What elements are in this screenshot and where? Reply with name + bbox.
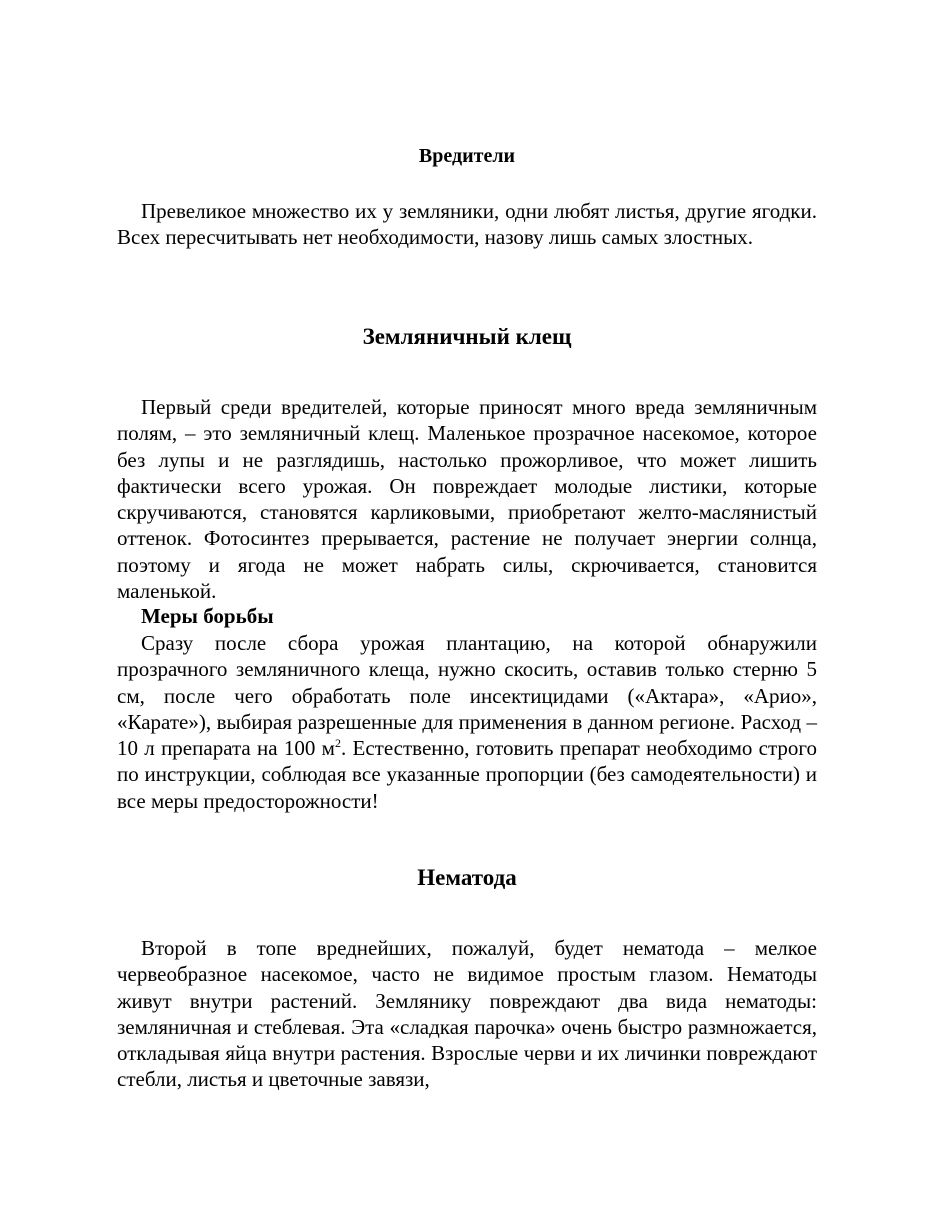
heading-nematode: Нематода [417,865,517,890]
paragraph-nematode: Второй в топе вреднейших, пожалуй, будет нематода – мелкое червеобразное насекомое, часто не видимое простым глазом. Нематоды живут внутри растений. Землянику повреждают два вида нематоды: земляничная и стеблевая. Эта «сладкая парочка» очень быстро размножается, откладывая яйца внутри растения. Взрослые черви и их личинки повреждают стебли, листья и цветочные завязи, [117,936,817,1092]
heading-pests: Вредители [418,145,516,167]
paragraph-pests-intro: Превеликое множество их у земляники, одни любят листья, другие ягодки. Всех пересчитывать нет необходимости, назову лишь самых злостных. [117,199,817,250]
measures-text-after: . Естественно, готовить препарат необходимо строго по инструкции, соблюдая все указанные пропорции (без самодеятельности) и все меры предосторожности! [117,736,817,813]
measures-text-before: Сразу после сбора урожая плантацию, на которой обнаружили прозрачного земляничного клеща, нужно скосить, оставив только стерню 5 см, после чего обработать поле инсектицидами («Актара», «Арио», «Карате»), выбирая разрешенные для применения в данном регионе. Расход – 10 л препарата на 100 м [117,631,817,761]
measures-superscript: 2 [334,736,341,751]
paragraph-control-measures [117,630,817,814]
heading-strawberry-mite: Земляничный клещ [362,324,572,349]
subheading-control-measures: Меры борьбы [141,604,274,628]
paragraph-strawberry-mite: Первый среди вредителей, которые приносят много вреда земляничным полям, – это земляничный клещ. Маленькое прозрачное насекомое, которое без лупы и не разглядишь, настолько прожорливое, что может лишить фактически всего урожая. Он повреждает молодые листики, которые скручиваются, становятся карликовыми, приобретают желто-маслянистый оттенок. Фотосинтез прерывается, растение не получает энергии солнца, поэтому и ягода не может набрать силы, скрючивается, становится маленькой. [117,395,817,604]
